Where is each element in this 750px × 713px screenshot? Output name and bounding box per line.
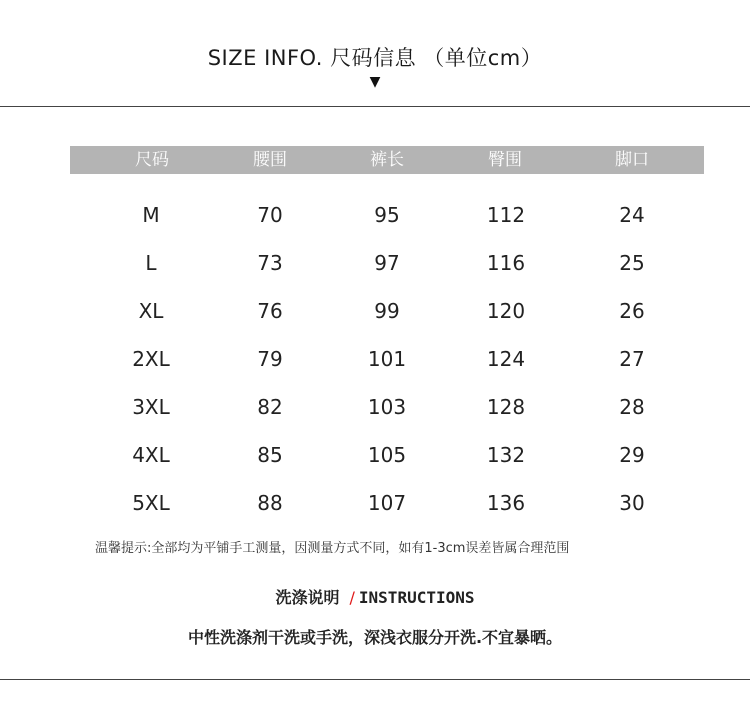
cell-size: 3XL	[132, 395, 170, 419]
instructions-heading	[0, 585, 750, 608]
table-row	[0, 248, 750, 278]
cell-length: 105	[367, 443, 407, 467]
cell-hem: 27	[619, 347, 645, 371]
cell-hip: 124	[486, 347, 526, 371]
table-row	[0, 200, 750, 230]
cell-waist: 70	[257, 203, 283, 227]
cell-hip: 132	[486, 443, 526, 467]
table-row	[0, 344, 750, 374]
cell-hem: 28	[619, 395, 645, 419]
table-row	[0, 440, 750, 470]
cell-length: 101	[367, 347, 407, 371]
cell-hem: 29	[619, 443, 645, 467]
header-hem: 脚口	[615, 150, 649, 170]
cell-size: 5XL	[132, 491, 170, 515]
header-waist: 腰围	[253, 150, 287, 170]
top-divider	[0, 106, 750, 107]
cell-hip: 136	[486, 491, 526, 515]
instructions-cn: 洗涤说明	[275, 588, 340, 607]
cell-length: 103	[367, 395, 407, 419]
cell-hip: 128	[486, 395, 526, 419]
cell-length: 95	[374, 203, 400, 227]
cell-waist: 82	[257, 395, 283, 419]
table-row	[0, 296, 750, 326]
header-hip: 臀围	[488, 150, 522, 170]
header-length: 裤长	[370, 150, 404, 170]
cell-waist: 85	[257, 443, 283, 467]
washing-instructions: 中性洗涤剂干洗或手洗，深浅衣服分开洗.不宜暴晒。	[187, 628, 563, 647]
cell-length: 97	[374, 251, 400, 275]
cell-waist: 76	[257, 299, 283, 323]
cell-hip: 116	[486, 251, 526, 275]
bottom-divider	[0, 679, 750, 680]
cell-hem: 26	[619, 299, 645, 323]
table-row	[0, 392, 750, 422]
cell-size: XL	[138, 299, 164, 323]
cell-hip: 112	[486, 203, 526, 227]
instructions-en: INSTRUCTIONS	[358, 588, 475, 607]
cell-size: L	[145, 251, 157, 275]
cell-hem: 25	[619, 251, 645, 275]
cell-size: 2XL	[132, 347, 170, 371]
cell-hem: 24	[619, 203, 645, 227]
table-header	[70, 146, 704, 174]
cell-waist: 79	[257, 347, 283, 371]
cell-hem: 30	[619, 491, 645, 515]
cell-waist: 88	[257, 491, 283, 515]
header-size: 尺码	[135, 150, 169, 170]
cell-size: M	[142, 203, 160, 227]
measurement-note: 温馨提示:全部均为平铺手工测量，因测量方式不同，如有1-3cm误差皆属合理范围	[95, 541, 570, 556]
down-arrow-icon: ▼	[369, 74, 381, 90]
instructions-slash: /	[349, 588, 355, 607]
cell-size: 4XL	[132, 443, 170, 467]
cell-hip: 120	[486, 299, 526, 323]
page-title: SIZE INFO. 尺码信息 （单位cm）	[207, 46, 543, 70]
cell-length: 99	[374, 299, 400, 323]
table-row	[0, 488, 750, 518]
cell-length: 107	[367, 491, 407, 515]
cell-waist: 73	[257, 251, 283, 275]
